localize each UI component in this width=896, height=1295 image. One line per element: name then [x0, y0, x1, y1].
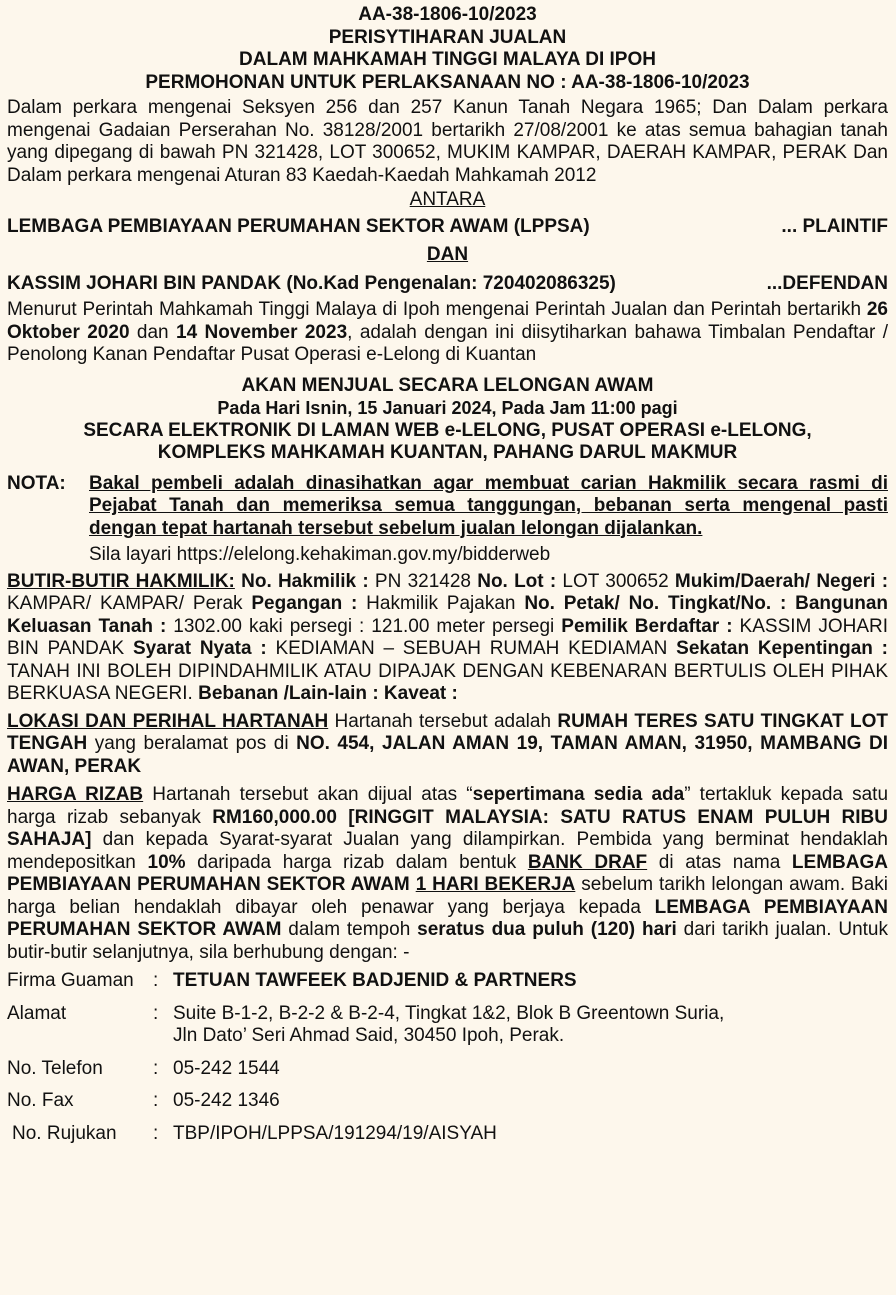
document-title: PERISYTIHARAN JUALAN	[328, 26, 567, 48]
phone-number: 05-242 1544	[173, 1057, 280, 1079]
title-details	[7, 571, 888, 706]
reference-code: TBP/IPOH/LPPSA/191294/19/AISYAH	[173, 1122, 497, 1144]
colon: :	[153, 970, 159, 991]
plaintiff-row	[7, 216, 888, 239]
detail-value: LOT 300652	[556, 570, 675, 592]
detail-key: Mukim/Daerah/ Negeri :	[674, 570, 889, 592]
detail-value: TANAH INI BOLEH DIPINDAHMILIK ATAU DIPAJAK DENGAN KEBENARAN BERTULIS OLEH PIHAK BERKUASA NEGERI.	[7, 660, 888, 704]
contact-label: Firma Guaman	[7, 970, 134, 991]
reserve-text: sebelum tarikh lelongan awam. Baki harga belian hendaklah dibayar oleh penawar yang berjaya kepada	[7, 874, 889, 918]
title-details-heading: BUTIR-BUTIR HAKMILIK:	[7, 570, 235, 592]
order-date-2: 14 November 2023	[176, 321, 348, 343]
property-type: RUMAH TERES SATU TINGKAT LOT TENGAH	[7, 710, 888, 754]
deposit-percent: 10%	[147, 851, 186, 873]
detail-key: Sekatan Kepentingan :	[676, 638, 888, 659]
preamble: Dalam perkara mengenai Seksyen 256 dan 257 Kanun Tanah Negara 1965; Dan Dalam perkara mengenai Gadaian Perserahan No. 38128/2001 bertarikh 27/08/2001 ke atas semua bahagian tanah yang dipegang di bawah PN 321428, LOT 300652, MUKIM KAMPAR, DAERAH KAMPAR, PERAK Dan Dalam perkara mengenai Aturan 83 Kaedah-Kaedah Mahkamah 2012	[7, 97, 888, 186]
contact-block	[7, 970, 888, 1145]
location-text: Hartanah tersebut adalah	[328, 710, 558, 732]
reserve-text: dalam tempoh	[281, 919, 418, 940]
contact-address-row	[7, 1003, 888, 1048]
law-firm: TETUAN TAWFEEK BADJENID & PARTNERS	[173, 970, 577, 991]
contact-label: Alamat	[7, 1002, 67, 1024]
plaintiff-name: LEMBAGA PEMBIAYAAN PERUMAHAN SEKTOR AWAM (LPPSA)	[7, 215, 590, 237]
location-heading: LOKASI DAN PERIHAL HARTANAH	[7, 710, 329, 732]
reserve-text: dan kepada Syarat-syarat Jualan yang dilampirkan. Pembida yang berminat hendaklah mendepositkan	[7, 829, 888, 873]
reserve-heading: HARGA RIZAB	[7, 784, 144, 805]
colon: :	[153, 1057, 159, 1079]
detail-value: KEDIAMAN – SEBUAH RUMAH KEDIAMAN	[266, 638, 677, 659]
order-text: Menurut Perintah Mahkamah Tinggi Malaya di Ipoh mengenai Perintah Jualan dan Perintah bertarikh	[7, 299, 867, 320]
detail-key: Bebanan /Lain-lain : Kaveat :	[198, 683, 458, 704]
detail-key: No. Lot :	[477, 570, 557, 592]
detail-value: PN 321428	[368, 570, 478, 592]
reference-number: AA-38-1806-10/2023	[358, 4, 537, 25]
detail-key: Pemilik Berdaftar :	[561, 615, 733, 637]
court-name: DALAM MAHKAMAH TINGGI MALAYA DI IPOH	[239, 49, 656, 70]
reserve-condition: sepertimana sedia ada	[472, 784, 685, 805]
address-line: Suite B-1-2, B-2-2 & B-2-4, Tingkat 1&2, Blok B Greentown Suria,	[173, 1002, 725, 1024]
bank-draft: BANK DRAF	[527, 851, 648, 873]
reserve-text: ” tertakluk kepada satu harga rizab sebanyak	[7, 784, 889, 828]
header	[7, 4, 888, 94]
contact-firm-row	[7, 970, 888, 993]
payee-name: LEMBAGA PEMBIAYAAN PERUMAHAN SEKTOR AWAM	[7, 851, 888, 895]
payee-name: LEMBAGA PEMBIAYAAN PERUMAHAN SEKTOR AWAM	[7, 896, 888, 940]
contact-label: No. Rujukan	[12, 1122, 117, 1144]
contact-label: No. Fax	[7, 1090, 74, 1111]
order-date-1: 26 Oktober 2020	[7, 299, 888, 343]
contact-phone-row	[7, 1058, 888, 1081]
defendant-row	[7, 273, 888, 296]
nota-label: NOTA:	[7, 472, 66, 494]
location-paragraph	[7, 711, 888, 779]
bidder-url: Sila layari https://elelong.kehakiman.gov.my/bidderweb	[89, 544, 551, 565]
contact-label: No. Telefon	[7, 1057, 103, 1079]
reserve-text: Hartanah tersebut akan dijual atas “	[143, 784, 473, 805]
detail-value: KAMPAR/ KAMPAR/ Perak	[7, 593, 252, 614]
auction-date: Pada Hari Isnin, 15 Januari 2024, Pada Jam 11:00 pagi	[217, 398, 678, 418]
fax-number: 05-242 1346	[173, 1090, 280, 1111]
defendant-role: ...DEFENDAN	[766, 272, 888, 294]
reserve-text: di atas nama	[647, 851, 792, 873]
application-number: PERMOHONAN UNTUK PERLAKSANAAN NO : AA-38-1806-10/2023	[145, 71, 750, 93]
detail-key: Pegangan :	[251, 593, 358, 614]
auction-block	[7, 375, 888, 465]
order-paragraph	[7, 299, 888, 367]
plaintiff-role: ... PLAINTIF	[781, 215, 888, 237]
dan-label: DAN	[426, 244, 469, 265]
detail-value: KASSIM JOHARI BIN PANDAK	[7, 615, 889, 659]
reserve-paragraph	[7, 784, 888, 964]
contact-ref-row	[7, 1123, 888, 1146]
auction-line: AKAN MENJUAL SECARA LELONGAN AWAM	[241, 374, 654, 396]
detail-value: 1302.00 kaki persegi : 121.00 meter persegi	[166, 615, 562, 637]
detail-key: No. Petak/ No. Tingkat/No. : Bangunan Keluasan Tanah :	[7, 593, 889, 637]
colon: :	[153, 1002, 159, 1024]
defendant-name: KASSIM JOHARI BIN PANDAK (No.Kad Pengenalan: 720402086325)	[7, 272, 616, 294]
antara-label: ANTARA	[409, 189, 486, 210]
reserve-text: dari tarikh jualan. Untuk butir-butir selanjutnya, sila berhubung dengan: -	[7, 919, 888, 963]
order-text: dan	[129, 321, 177, 343]
property-address: NO. 454, JALAN AMAN 19, TAMAN AMAN, 31950, MAMBANG DI AWAN, PERAK	[7, 733, 888, 777]
order-text: , adalah dengan ini diisytiharkan bahawa Timbalan Pendaftar / Penolong Kanan Pendaftar Pusat Operasi e-Lelong di Kuantan	[7, 321, 888, 365]
auction-venue: KOMPLEKS MAHKAMAH KUANTAN, PAHANG DARUL MAKMUR	[157, 442, 738, 463]
detail-key: Syarat Nyata :	[132, 638, 267, 659]
working-day: 1 HARI BEKERJA	[415, 874, 576, 895]
detail-value: Hakmilik Pajakan	[357, 593, 525, 614]
reserve-text: daripada harga rizab dalam bentuk	[185, 851, 528, 873]
address	[173, 1003, 888, 1048]
detail-key: No. Hakmilik :	[234, 570, 369, 592]
reserve-price: RM160,000.00 [RINGGIT MALAYSIA: SATU RATUS ENAM PULUH RIBU SAHAJA]	[7, 806, 888, 850]
nota-block	[7, 473, 888, 541]
payment-period: seratus dua puluh (120) hari	[417, 919, 677, 940]
colon: :	[153, 1090, 159, 1111]
contact-fax-row	[7, 1090, 888, 1113]
location-text: yang beralamat pos di	[87, 733, 297, 754]
nota-text: Bakal pembeli adalah dinasihatkan agar membuat carian Hakmilik secara rasmi di Pejabat Tanah dan memeriksa semua tanggungan, bebanan serta mengenal pasti dengan tepat hartanah tersebut sebelum jualan lelongan dijalankan.	[89, 472, 888, 539]
auction-venue: SECARA ELEKTRONIK DI LAMAN WEB e-LELONG, PUSAT OPERASI e-LELONG,	[83, 419, 812, 441]
address-line: Jln Dato’ Seri Ahmad Said, 30450 Ipoh, Perak.	[173, 1025, 565, 1046]
colon: :	[153, 1122, 159, 1144]
